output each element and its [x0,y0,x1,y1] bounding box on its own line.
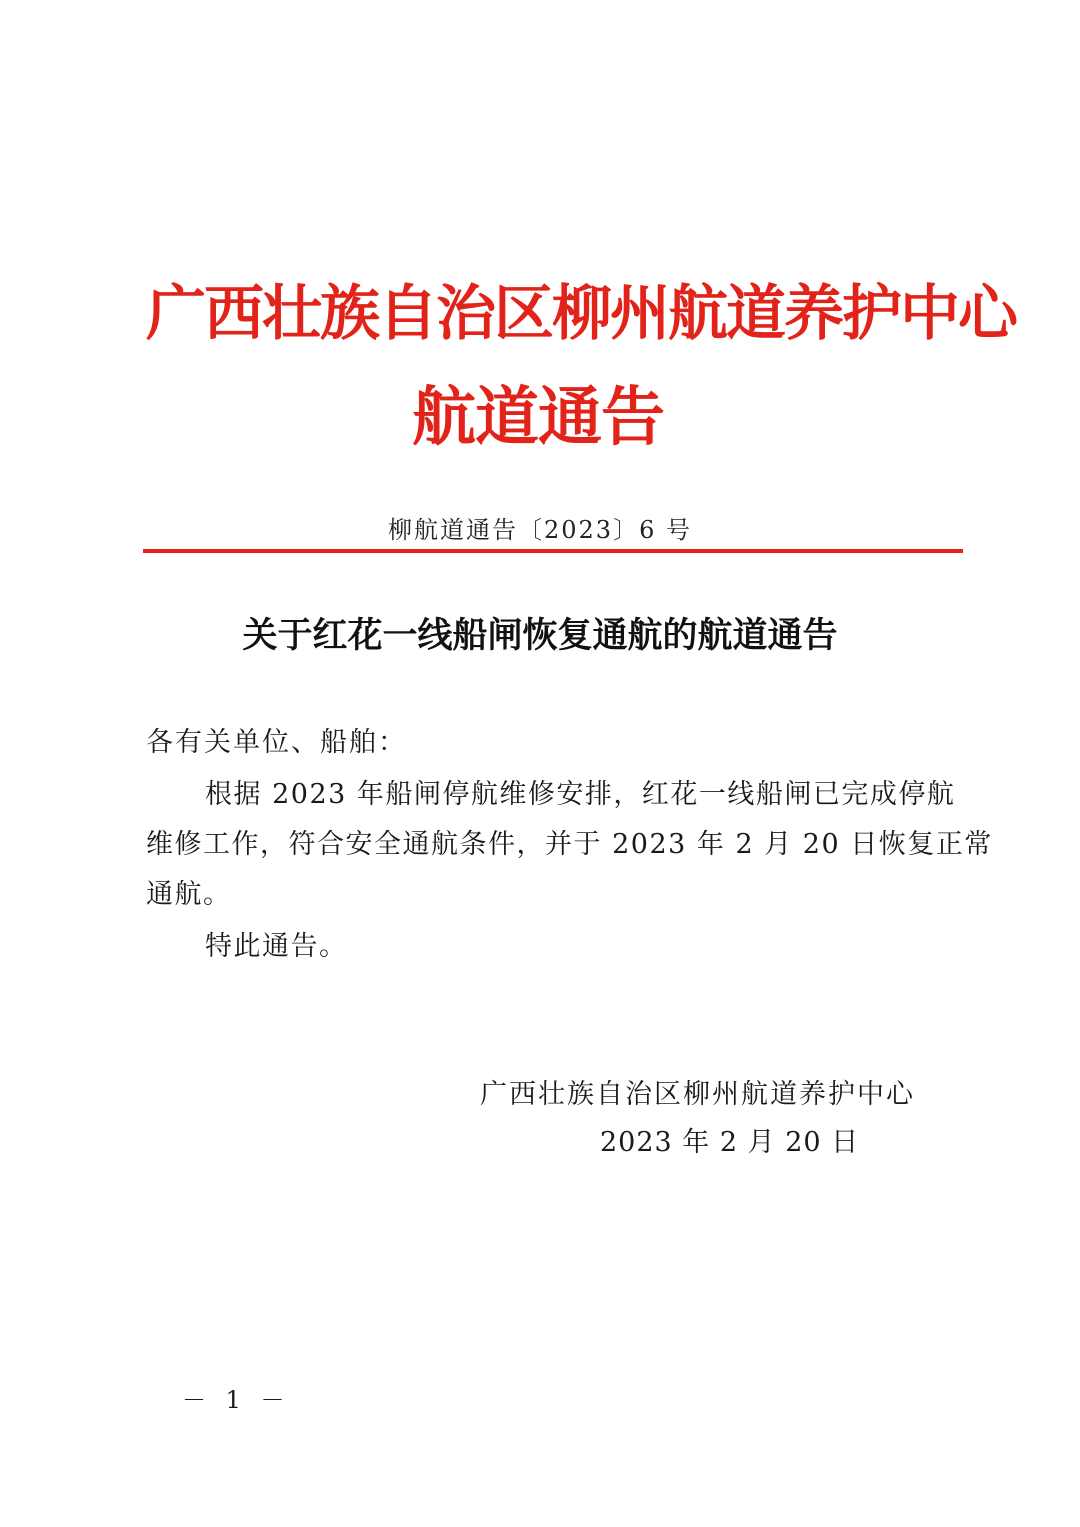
red-divider-line [143,549,963,553]
signature-organization: 广西壮族自治区柳州航道养护中心 [480,1079,915,1110]
notice-title: 关于红花一线船闸恢复通航的航道通告 [242,615,838,656]
signature-date: 2023 年 2 月 20 日 [600,1127,860,1158]
body-paragraph-line: 根据 2023 年船闸停航维修安排，红花一线船闸已完成停航 [205,779,956,810]
document-number: 柳航道通告〔2023〕6 号 [388,516,692,544]
body-paragraph-line: 维修工作，符合安全通航条件，并于 2023 年 2 月 20 日恢复正常 [146,829,993,860]
salutation: 各有关单位、船舶： [146,727,407,758]
body-paragraph-line: 通航。 [146,879,232,910]
closing-line: 特此通告。 [205,931,348,962]
page-number: － 1 － [182,1386,291,1414]
document-type-header: 航道通告 [412,380,664,455]
issuer-header: 广西壮族自治区柳州航道养护中心 [146,279,1016,349]
